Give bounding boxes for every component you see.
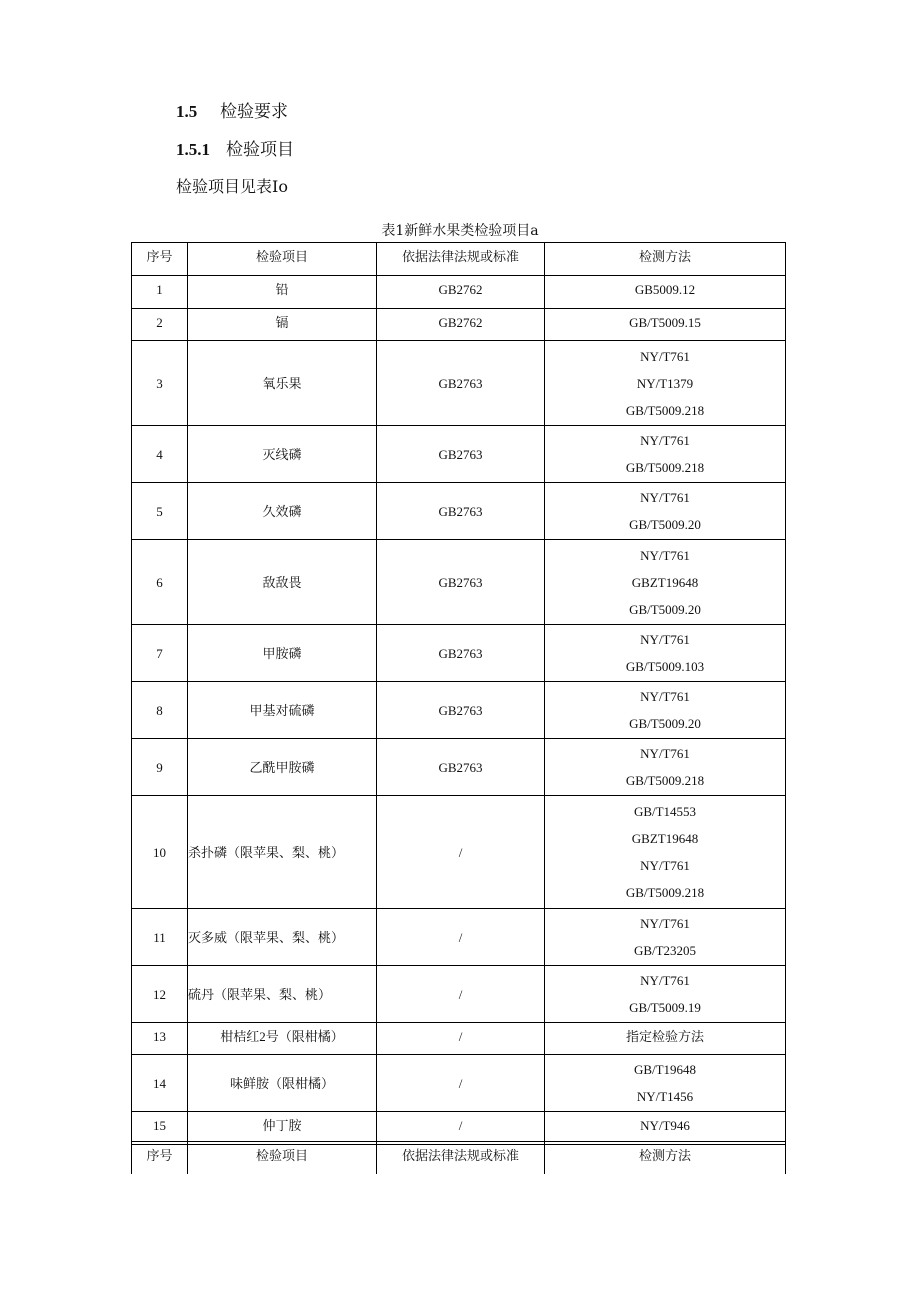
table-row xyxy=(132,341,786,426)
cell-no: 13 xyxy=(132,1023,188,1055)
cell-item: 灭线磷 xyxy=(188,426,377,483)
cell-basis: GB2763 xyxy=(377,625,545,682)
cell-method xyxy=(545,739,786,796)
cell-method xyxy=(545,966,786,1023)
method-line: 指定检验方法 xyxy=(625,1029,704,1044)
table-row xyxy=(132,739,786,796)
cell-item: 铅 xyxy=(188,276,377,309)
header-method: 检测方法 xyxy=(545,243,786,276)
method-line: GB/T5009.218 xyxy=(625,460,705,475)
cell-basis: GB2762 xyxy=(377,309,545,341)
cell-method xyxy=(545,540,786,625)
method-line: GBZT19648 xyxy=(631,574,699,590)
method-line: GB/T5009.19 xyxy=(629,1000,701,1015)
cell-method xyxy=(545,796,786,909)
method-line: GB/T5009.218 xyxy=(625,402,705,418)
cell-no: 14 xyxy=(132,1055,188,1112)
method-line: GB/T14553 xyxy=(633,804,697,819)
cell-item: 乙酰甲胺磷 xyxy=(188,739,377,796)
cell-basis: / xyxy=(377,966,545,1023)
method-line: GB/T23205 xyxy=(633,943,697,958)
method-line: GB/T19648 xyxy=(633,1062,697,1077)
cell-method xyxy=(545,625,786,682)
table-row xyxy=(132,625,786,682)
cell-basis: GB2763 xyxy=(377,682,545,739)
method-line: NY/T761 xyxy=(640,547,690,563)
cell-item: 味鲜胺（限柑橘） xyxy=(188,1055,377,1112)
cell-no: 5 xyxy=(132,483,188,540)
table-row xyxy=(132,966,786,1023)
cell-no: 1 xyxy=(132,276,188,309)
table-row xyxy=(132,1112,786,1145)
cell-basis: GB2763 xyxy=(377,540,545,625)
cell-no: 9 xyxy=(132,739,188,796)
cell-item: 仲丁胺 xyxy=(188,1112,377,1145)
subsection-number: 1.5.1 xyxy=(176,140,210,159)
method-line: GB/T5009.20 xyxy=(629,716,701,731)
cell-basis: / xyxy=(377,909,545,966)
header-no: 序号 xyxy=(132,243,188,276)
cell-basis: GB2763 xyxy=(377,341,545,426)
cell-method xyxy=(545,276,786,309)
table-row xyxy=(132,1055,786,1112)
cell-no: 3 xyxy=(132,341,188,426)
cell-item: 氧乐果 xyxy=(188,341,377,426)
intro-paragraph: 检验项目见表Io xyxy=(176,177,288,196)
repeated-header-row xyxy=(132,1142,786,1174)
cell-method xyxy=(545,426,786,483)
method-line: NY/T761 xyxy=(640,689,690,704)
method-line: GB5009.12 xyxy=(634,282,696,297)
cell-method xyxy=(545,1112,786,1145)
cell-method xyxy=(545,1023,786,1055)
cell-item: 久效磷 xyxy=(188,483,377,540)
table-row xyxy=(132,426,786,483)
header-method: 检测方法 xyxy=(545,1142,786,1174)
cell-no: 2 xyxy=(132,309,188,341)
method-line: GB/T5009.218 xyxy=(625,773,705,788)
cell-no: 11 xyxy=(132,909,188,966)
cell-method xyxy=(545,341,786,426)
cell-basis: GB2763 xyxy=(377,426,545,483)
cell-basis: / xyxy=(377,1055,545,1112)
cell-basis: GB2762 xyxy=(377,276,545,309)
subsection-title: 检验项目 xyxy=(226,140,294,160)
method-line: NY/T761 xyxy=(640,632,690,647)
table-caption: 表1新鲜水果类检验项目a xyxy=(381,223,539,239)
cell-item: 镉 xyxy=(188,309,377,341)
table-header-row xyxy=(132,243,786,276)
table-row xyxy=(132,682,786,739)
header-no: 序号 xyxy=(132,1142,188,1174)
cell-basis: / xyxy=(377,1112,545,1145)
section-number: 1.5 xyxy=(176,102,198,121)
cell-no: 6 xyxy=(132,540,188,625)
method-line: NY/T761 xyxy=(640,433,690,448)
cell-method xyxy=(545,309,786,341)
cell-basis: / xyxy=(377,1023,545,1055)
cell-item: 柑桔红2号（限柑橘） xyxy=(188,1023,377,1055)
method-line: GB/T5009.15 xyxy=(629,315,701,330)
cell-basis: GB2763 xyxy=(377,483,545,540)
cell-item: 灭多威（限苹果、梨、桃） xyxy=(188,909,377,966)
cell-item: 敌敌畏 xyxy=(188,540,377,625)
table-row xyxy=(132,796,786,909)
cell-no: 7 xyxy=(132,625,188,682)
subsection-heading xyxy=(176,139,294,161)
table-row xyxy=(132,540,786,625)
table-row xyxy=(132,1023,786,1055)
header-item: 检验项目 xyxy=(188,1142,377,1174)
method-line: GBZT19648 xyxy=(631,831,699,846)
method-line: NY/T1379 xyxy=(636,375,694,391)
inspection-items-table xyxy=(131,242,786,1145)
method-line: NY/T761 xyxy=(640,348,690,364)
cell-no: 12 xyxy=(132,966,188,1023)
cell-item: 甲胺磷 xyxy=(188,625,377,682)
cell-no: 10 xyxy=(132,796,188,909)
header-item: 检验项目 xyxy=(188,243,377,276)
cell-no: 4 xyxy=(132,426,188,483)
method-line: NY/T1456 xyxy=(636,1089,694,1104)
table-row xyxy=(132,483,786,540)
cell-method xyxy=(545,682,786,739)
cell-item: 硫丹（限苹果、梨、桃） xyxy=(188,966,377,1023)
cell-item: 甲基对硫磷 xyxy=(188,682,377,739)
cell-basis: GB2763 xyxy=(377,739,545,796)
method-line: NY/T761 xyxy=(640,858,690,873)
table-row xyxy=(132,909,786,966)
header-basis: 依据法律法规或标准 xyxy=(377,1142,545,1174)
repeated-header-table xyxy=(131,1141,786,1174)
cell-basis: / xyxy=(377,796,545,909)
table-row xyxy=(132,276,786,309)
cell-method xyxy=(545,483,786,540)
cell-item: 杀扑磷（限苹果、梨、桃） xyxy=(188,796,377,909)
method-line: NY/T761 xyxy=(640,490,690,505)
section-heading xyxy=(176,101,288,123)
cell-method xyxy=(545,909,786,966)
method-line: GB/T5009.20 xyxy=(629,517,701,532)
section-title: 检验要求 xyxy=(220,102,288,122)
cell-method xyxy=(545,1055,786,1112)
method-line: NY/T761 xyxy=(640,746,690,761)
table-row xyxy=(132,309,786,341)
cell-no: 15 xyxy=(132,1112,188,1145)
method-line: NY/T761 xyxy=(640,916,690,931)
cell-no: 8 xyxy=(132,682,188,739)
method-line: NY/T946 xyxy=(640,1118,690,1133)
method-line: GB/T5009.218 xyxy=(625,885,705,900)
method-line: GB/T5009.103 xyxy=(625,659,705,674)
method-line: GB/T5009.20 xyxy=(629,601,701,617)
table-body xyxy=(132,243,786,1145)
header-basis: 依据法律法规或标准 xyxy=(377,243,545,276)
method-line: NY/T761 xyxy=(640,973,690,988)
